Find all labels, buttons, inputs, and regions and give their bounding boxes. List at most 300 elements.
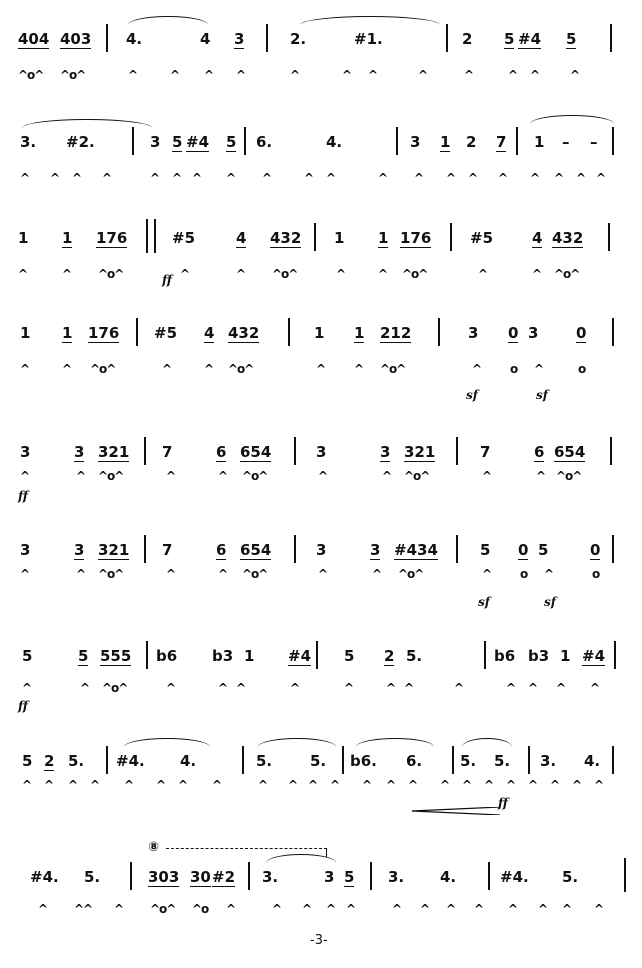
bowing-mark: ^ [38,902,48,916]
bowing-mark: ^ [162,362,172,376]
note: 5. [460,752,477,770]
note: b6. [350,752,377,770]
bowing-mark: ^ [22,681,32,695]
bowing-mark: ^ [166,681,176,695]
note: 3 [74,443,85,461]
bowing-mark: ^o^ [380,362,406,376]
note: 4 [204,324,215,342]
dynamic-mark: sf [536,388,548,402]
bowing-mark: ^ [536,469,546,483]
bowing-mark: ^ [572,778,582,792]
barline [608,223,610,251]
note: 1 [560,647,571,665]
note-group: 176 [400,229,432,247]
barline [288,318,290,346]
note: b3 [528,647,550,665]
staff-system-2 [0,133,642,233]
bowing-mark: ^ [50,171,60,185]
bowing-mark: ^ [482,469,492,483]
bowing-mark: ^ [484,778,494,792]
note: 7 [162,541,173,559]
note: 1 [440,133,451,151]
bowing-mark: ^ [528,681,538,695]
bowing-mark: ^o^ [242,469,268,483]
bowing-mark: ^ [346,902,356,916]
note: 5 [504,30,515,48]
slur [128,16,208,25]
note: 4. [180,752,197,770]
bowing-mark: ^ [596,171,606,185]
bowing-mark: ^ [288,778,298,792]
note: 3 [410,133,421,151]
note: 0 [590,541,601,559]
bowing-mark: ^ [20,171,30,185]
note-group: 176 [96,229,128,247]
bowing-mark: ^ [482,567,492,581]
note-group: 404 [18,30,50,48]
bowing-mark: ^o^ [554,267,580,281]
slur [300,16,440,25]
note: 1 [244,647,255,665]
note: 2 [466,133,477,151]
note-group: 432 [270,229,302,247]
bowing-mark: o [520,567,528,581]
crescendo-hairpin-graphic [412,807,500,815]
bowing-mark: ^o [192,902,209,916]
barline [456,437,458,465]
note: 3 [380,443,391,461]
bowing-mark: ^ [236,681,246,695]
note: 1 [354,324,365,342]
note: 5. [68,752,85,770]
note: 6 [216,443,227,461]
bowing-mark: ^ [404,681,414,695]
bowing-mark: ^ [218,567,228,581]
bowing-mark: ^ [446,171,456,185]
barline [614,641,616,669]
note: 4 [236,229,247,247]
bowing-mark: ^o^ [98,567,124,581]
barline [130,862,132,890]
bowing-mark: ^ [76,567,86,581]
barline [452,746,454,774]
staff-system-6 [0,541,642,641]
note: 6 [534,443,545,461]
bowing-mark: o [592,567,600,581]
note: 5 [538,541,549,559]
note: 5 [226,133,237,151]
barline [396,127,398,155]
barline [456,535,458,563]
bowing-mark: ^ [550,778,560,792]
note-group: 30 [190,868,211,886]
barline [610,437,612,465]
note-group: 403 [60,30,92,48]
bowing-mark: ^o^ [402,267,428,281]
note-group: #434 [394,541,438,559]
bowing-mark: ^ [212,778,222,792]
bowing-mark: ^ [468,171,478,185]
bowing-mark: ^ [76,469,86,483]
bowing-mark: ^ [80,681,90,695]
note: 4. [126,30,143,48]
bowing-mark: ^ [408,778,418,792]
note-group: 321 [404,443,436,461]
bowing-mark: ^ [342,68,352,82]
note: 3 [316,541,327,559]
barline [144,535,146,563]
bowing-mark: ^ [72,171,82,185]
bowing-mark: ^ [534,362,544,376]
note: b6 [156,647,178,665]
bowing-mark: ^ [180,267,190,281]
note: – [562,133,570,151]
bowing-mark: ^ [330,778,340,792]
barline [484,641,486,669]
bowing-mark: ^o^ [98,469,124,483]
note: #4. [116,752,145,770]
note: #4 [518,30,542,48]
barline [612,746,614,774]
note: b3 [212,647,234,665]
note: 3. [540,752,557,770]
bowing-mark: ^ [166,469,176,483]
bowing-mark: ^ [576,171,586,185]
bowing-mark: ^o^ [90,362,116,376]
bowing-mark: ^ [382,469,392,483]
barline [146,641,148,669]
barline [612,318,614,346]
bowing-mark: ^ [308,778,318,792]
note: 3 [150,133,161,151]
staff-system-7 [0,647,642,747]
note: 1 [62,324,73,342]
note: 5 [22,647,33,665]
bowing-mark: ^ [464,68,474,82]
barline [106,24,108,52]
bowing-mark: ^o^ [404,469,430,483]
note: 4 [532,229,543,247]
repeat-sign [146,219,156,253]
bowing-mark: ^ [590,681,600,695]
dynamic-mark: sf [466,388,478,402]
bowing-mark: ^ [178,778,188,792]
bowing-mark: ^ [262,171,272,185]
note-group: 321 [98,541,130,559]
bowing-mark: ^ [204,68,214,82]
bowing-mark: ^ [20,362,30,376]
bowing-mark: ^ [272,902,282,916]
bowing-mark: ^ [528,778,538,792]
note: 3. [388,868,405,886]
note: 3. [20,133,37,151]
bowing-mark: ^ [336,267,346,281]
note: 6. [256,133,273,151]
bowing-mark: ^ [20,567,30,581]
barline [612,127,614,155]
barline [132,127,134,155]
bowing-mark: ^ [562,902,572,916]
note: 5 [344,647,355,665]
bowing-mark: o [510,362,518,376]
bowing-mark: ^ [386,778,396,792]
note: 3 [20,541,31,559]
bowing-mark: ^ [454,681,464,695]
bowing-mark: ^ [392,902,402,916]
note: 5 [566,30,577,48]
bowing-mark: ^ [316,362,326,376]
note: 5. [84,868,101,886]
note: 0 [576,324,587,342]
note: 3 [370,541,381,559]
note: 1 [314,324,325,342]
bowing-mark: ^o^ [18,68,44,82]
bowing-mark: ^ [44,778,54,792]
barline [446,24,448,52]
note: #2 [212,868,236,886]
note-group: 654 [240,443,272,461]
note-group: 321 [98,443,130,461]
staff-system-8 [0,752,642,852]
note: 1 [62,229,73,247]
note: 5 [78,647,89,665]
bowing-mark: ^ [556,681,566,695]
note: 1 [18,229,29,247]
bowing-mark: ^ [166,567,176,581]
note: 5 [480,541,491,559]
note-group: 212 [380,324,412,342]
bowing-mark: ^ [318,469,328,483]
note: 3 [468,324,479,342]
bowing-mark: ^ [594,902,604,916]
note: 3 [316,443,327,461]
bowing-mark: ^ [354,362,364,376]
bowing-mark: ^ [20,469,30,483]
note: 5 [172,133,183,151]
bowing-mark: ^ [18,267,28,281]
note: 3 [74,541,85,559]
bowing-mark: ^ [226,902,236,916]
note: 7 [162,443,173,461]
note: 1 [378,229,389,247]
bowing-mark: ^ [218,469,228,483]
bowing-mark: ^ [236,267,246,281]
barline [294,437,296,465]
dynamic-mark: ff [18,489,28,503]
bowing-mark: ^ [102,171,112,185]
bowing-mark: ^ [530,68,540,82]
note: 0 [508,324,519,342]
staff-system-4 [0,324,642,424]
barline [528,746,530,774]
bowing-mark: ^ [170,68,180,82]
note-group: 176 [88,324,120,342]
staff-system-5 [0,443,642,543]
note: 5. [494,752,511,770]
note: 3 [324,868,335,886]
dynamic-mark: ff [498,796,508,810]
dynamic-mark: sf [478,595,490,609]
barline [144,437,146,465]
bowing-mark: ^o^ [102,681,128,695]
note: 4. [326,133,343,151]
note: 4. [584,752,601,770]
bowing-mark: ^ [62,267,72,281]
dynamic-mark: ff [18,699,28,713]
note: #1. [354,30,383,48]
dynamic-mark: sf [544,595,556,609]
note: #4 [186,133,210,151]
barline [624,858,626,892]
bowing-mark: ^ [446,902,456,916]
note: 4. [440,868,457,886]
note-group: 432 [228,324,260,342]
bowing-mark: ^ [570,68,580,82]
bowing-mark: ^ [530,171,540,185]
dynamic-mark: ff [162,273,172,287]
note: 6 [216,541,227,559]
bowing-mark: ^ [290,681,300,695]
bowing-mark: ^ [326,171,336,185]
bowing-mark: ^ [326,902,336,916]
bowing-mark: ^ [554,171,564,185]
bowing-mark: ^o^ [398,567,424,581]
bowing-mark: ^ [508,68,518,82]
bowing-mark: ^o^ [98,267,124,281]
barline [136,318,138,346]
note: – [590,133,598,151]
note: #4. [500,868,529,886]
bowing-mark: ^ [290,68,300,82]
bowing-mark: ^o^ [60,68,86,82]
bowing-mark: ^ [594,778,604,792]
note: #4 [582,647,606,665]
note: #4. [30,868,59,886]
note: 3. [262,868,279,886]
bowing-mark: ^ [544,567,554,581]
bowing-mark: ^ [236,68,246,82]
bowing-mark: ^ [506,778,516,792]
bowing-mark: ^ [362,778,372,792]
bowing-mark: ^ [474,902,484,916]
note: 7 [496,133,507,151]
page-number: -3- [310,933,328,948]
bowing-mark: ^ [150,171,160,185]
note: 1 [534,133,545,151]
bowing-mark: ^ [440,778,450,792]
note: #5 [154,324,178,342]
bowing-mark: ^o^ [150,902,176,916]
note: 0 [518,541,529,559]
crescendo-hairpin [412,800,500,808]
bowing-mark: ^ [532,267,542,281]
bowing-mark: ^ [368,68,378,82]
note-group: 555 [100,647,132,665]
note-group: 432 [552,229,584,247]
bowing-mark: ^ [302,902,312,916]
barline [294,535,296,563]
bowing-mark: ^o^ [242,567,268,581]
bowing-mark: ^^ [74,902,93,916]
bowing-mark: ^ [472,362,482,376]
note: 3 [234,30,245,48]
bowing-mark: ^ [114,902,124,916]
staff-system-9 [0,840,642,968]
bowing-mark: ^ [68,778,78,792]
barline [438,318,440,346]
note: 3 [528,324,539,342]
bowing-mark: ^ [344,681,354,695]
note: b6 [494,647,516,665]
note: 2. [290,30,307,48]
bowing-mark: ^ [378,267,388,281]
barline [516,127,518,155]
bowing-mark: ^ [538,902,548,916]
barline [612,535,614,563]
note: 6. [406,752,423,770]
rehearsal-mark: ⑧ [148,840,160,855]
bowing-mark: ^ [124,778,134,792]
bowing-mark: ^o^ [228,362,254,376]
bowing-mark: ^ [508,902,518,916]
bowing-mark: ^ [386,681,396,695]
bowing-mark: ^ [418,68,428,82]
note: #2. [66,133,95,151]
barline [370,862,372,890]
bowing-mark: ^ [498,171,508,185]
staff-system-3 [0,229,642,329]
note: 1 [334,229,345,247]
note-group: 654 [240,541,272,559]
note: 5 [344,868,355,886]
note-group: 303 [148,868,180,886]
bowing-mark: ^ [478,267,488,281]
barline [106,746,108,774]
staff-system-1 [0,30,642,130]
bowing-mark: ^ [128,68,138,82]
bowing-mark: ^ [372,567,382,581]
note: 2 [44,752,55,770]
note: 5 [22,752,33,770]
bowing-mark: ^ [218,681,228,695]
bowing-mark: ^ [462,778,472,792]
bowing-mark: ^ [62,362,72,376]
bowing-mark: ^ [378,171,388,185]
bowing-mark: ^ [304,171,314,185]
note: 5. [310,752,327,770]
bowing-mark: ^ [156,778,166,792]
note: 5. [406,647,423,665]
bowing-mark: ^ [172,171,182,185]
barline [610,24,612,52]
barline [248,862,250,890]
bowing-mark: ^ [22,778,32,792]
bowing-mark: ^o^ [272,267,298,281]
note: 2 [462,30,473,48]
note: 7 [480,443,491,461]
bowing-mark: ^ [204,362,214,376]
bowing-mark: ^ [420,902,430,916]
note-group: 654 [554,443,586,461]
note: #4 [288,647,312,665]
note: 1 [20,324,31,342]
bowing-mark: ^ [192,171,202,185]
bowing-mark: ^ [226,171,236,185]
barline [242,746,244,774]
barline [266,24,268,52]
note: 5. [256,752,273,770]
barline [488,862,490,890]
